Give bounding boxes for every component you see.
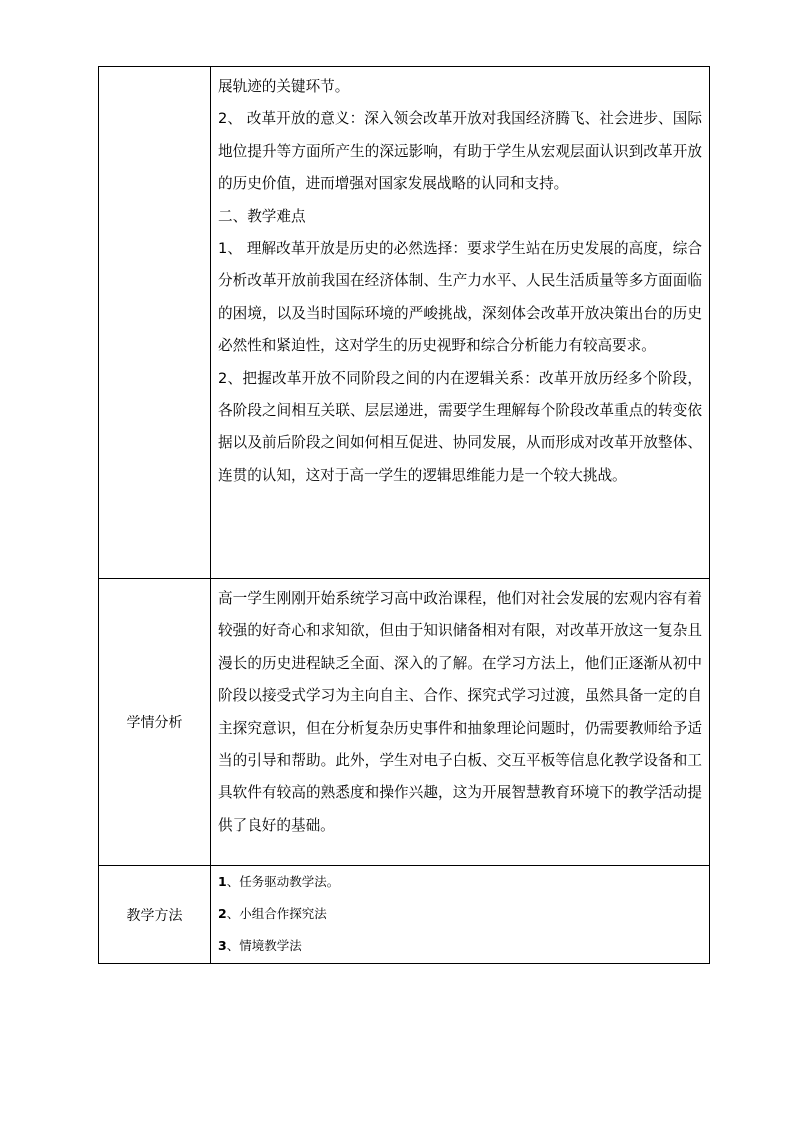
paragraph: 展轨迹的关键环节。	[218, 78, 350, 95]
teaching-methods-content	[211, 866, 710, 964]
paragraph: 2、把握改革开放不同阶段之间的内在逻辑关系：改革开放历经多个阶段，各阶段之间相互关联、层层递进，需要学生理解每个阶段改革重点的转变依据以及前后阶段之间如何相互促进、协同发展，从而形成对改革开放整体、连贯的认知，这对于高一学生的逻辑思维能力是一个较大挑战。	[218, 369, 702, 484]
student-analysis-content	[211, 579, 710, 866]
table-row-teaching-focus	[99, 67, 710, 579]
paragraph: 2、 改革开放的意义：深入领会改革开放对我国经济腾飞、社会进步、国际地位提升等方面所产生的深远影响，有助于学生从宏观层面认识到改革开放的历史价值，进而增强对国家发展战略的认同和支持。	[218, 110, 702, 193]
row-label-student-analysis: 学情分析	[99, 579, 211, 866]
list-item: 2、小组合作探究法	[218, 906, 327, 921]
lesson-plan-table	[98, 66, 710, 964]
row-label-empty	[99, 67, 211, 579]
section-heading: 二、教学难点	[218, 207, 306, 225]
table-row-student-analysis	[99, 579, 710, 866]
list-item: 3、情境教学法	[218, 938, 302, 953]
table-row-teaching-methods	[99, 866, 710, 964]
paragraph: 1、 理解改革开放是历史的必然选择：要求学生站在历史发展的高度，综合分析改革开放前我国在经济体制、生产力水平、人民生活质量等多方面面临的困境，以及当时国际环境的严峻挑战，深刻体会改革开放决策出台的历史必然性和紧迫性，这对学生的历史视野和综合分析能力有较高要求。	[218, 240, 702, 355]
teaching-focus-content	[211, 67, 710, 579]
list-item: 1、任务驱动教学法。	[218, 874, 340, 889]
paragraph: 高一学生刚刚开始系统学习高中政治课程，他们对社会发展的宏观内容有着较强的好奇心和求知欲，但由于知识储备相对有限，对改革开放这一复杂且漫长的历史进程缺乏全面、深入的了解。在学习方法上，他们正逐渐从初中阶段以接受式学习为主向自主、合作、探究式学习过渡，虽然具备一定的自主探究意识，但在分析复杂历史事件和抽象理论问题时，仍需要教师给予适当的引导和帮助。此外，学生对电子白板、交互平板等信息化教学设备和工具软件有较高的熟悉度和操作兴趣，这为开展智慧教育环境下的教学活动提供了良好的基础。	[218, 590, 702, 834]
row-label-teaching-methods: 教学方法	[99, 866, 211, 964]
